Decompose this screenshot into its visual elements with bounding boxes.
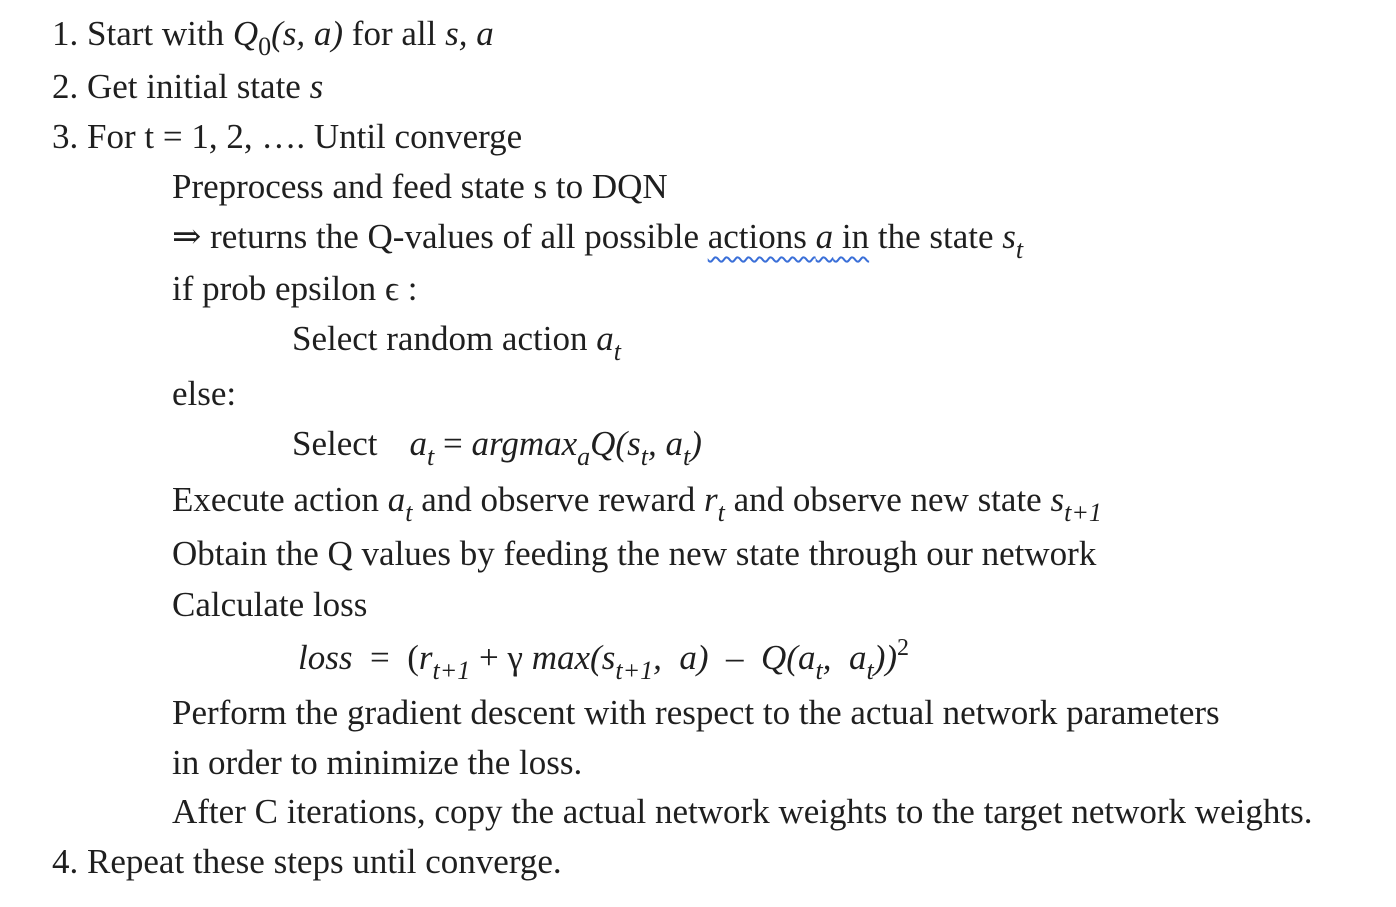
argmax-a-sub: t: [427, 442, 435, 471]
loss-q: Q(a: [761, 638, 816, 677]
select-random-text: Select random action: [292, 319, 597, 358]
execute-line: [172, 480, 1102, 527]
execute-t2: and observe reward: [412, 480, 705, 519]
execute-a-sub: t: [405, 498, 413, 527]
ifprob-text: if prob epsilon ϵ :: [172, 269, 418, 308]
loss-eq: = (: [352, 638, 419, 677]
execute-r: r: [704, 480, 718, 519]
step-1-q-sub: 0: [258, 32, 272, 61]
select-text: Select: [292, 424, 378, 463]
loss-q-sub2: t: [866, 656, 874, 685]
execute-a: a: [387, 480, 406, 519]
execute-s: s: [1050, 480, 1065, 519]
perform-line-1: [172, 693, 1220, 733]
select-random-var: a: [596, 319, 614, 358]
preprocess-text: Preprocess and feed state s to DQN: [172, 167, 668, 206]
else-line: [172, 374, 236, 414]
argmax-q: Q(s: [590, 424, 641, 463]
argmax-q-sub2: t: [682, 442, 691, 471]
step-1-line: [52, 14, 494, 61]
after-line: [172, 792, 1312, 832]
returns-text-a: ⇒ returns the Q-values of all possible: [172, 217, 708, 256]
returns-wavy-phrase: [708, 217, 869, 256]
loss-max-sub: t+1: [615, 656, 654, 685]
step-2-line: [52, 67, 323, 107]
step-2-var: s: [309, 67, 324, 106]
select-random-sub: t: [613, 337, 621, 366]
returns-line: [172, 217, 1024, 264]
returns-wavy-a: actions: [707, 217, 816, 256]
argmax-a: a: [409, 424, 428, 463]
argmax-fn: argmax: [471, 424, 578, 463]
argmax-mid: , a: [647, 424, 683, 463]
loss-sup: 2: [897, 635, 909, 661]
calc-text: Calculate loss: [172, 585, 368, 624]
returns-var: s: [1002, 217, 1016, 256]
loss-q-close: )): [873, 638, 897, 677]
argmax-eq: =: [434, 424, 472, 463]
loss-plus: + γ: [470, 638, 532, 677]
execute-s-sub: t+1: [1064, 498, 1102, 527]
argmax-fn-sub: a: [577, 442, 591, 471]
execute-r-sub: t: [717, 498, 725, 527]
step-1-q: Q: [232, 14, 259, 53]
step-2-text: 2. Get initial state: [52, 67, 310, 106]
argmax-close: ): [690, 424, 702, 463]
loss-max-rest: , a): [653, 638, 709, 677]
returns-wavy-b: in: [833, 217, 870, 256]
loss-r: r: [418, 638, 433, 677]
select-argmax-line: [292, 424, 702, 471]
execute-t3: and observe new state: [724, 480, 1051, 519]
step-1-text-b: for all: [343, 14, 446, 53]
calc-line: [172, 585, 367, 625]
step-1-text-a: 1. Start with: [52, 14, 233, 53]
step-3-text: 3. For t = 1, 2, …. Until converge: [52, 117, 523, 156]
perform-text-1: Perform the gradient descent with respect to the actual network parameters: [172, 693, 1220, 732]
returns-text-b: the state: [869, 217, 1003, 256]
step-4-line: [52, 842, 562, 882]
step-1-args: (s, a): [271, 14, 344, 53]
step-4-text: 4. Repeat these steps until converge.: [52, 842, 562, 881]
argmax-q-sub1: t: [640, 442, 648, 471]
else-text: else:: [172, 374, 237, 413]
loss-q-mid: , a: [822, 638, 867, 677]
loss-q-sub1: t: [815, 656, 823, 685]
select-random-line: [292, 319, 621, 366]
returns-sub: t: [1015, 235, 1024, 264]
returns-wavy-var: a: [815, 217, 834, 256]
step-3-line: [52, 117, 522, 157]
loss-r-sub: t+1: [432, 656, 471, 685]
perform-line-2: [172, 743, 582, 783]
step-1-vars: s, a: [445, 14, 494, 53]
obtain-text: Obtain the Q values by feeding the new state through our network: [172, 534, 1097, 573]
after-text: After C iterations, copy the actual network weights to the target network weights.: [172, 792, 1313, 831]
loss-max: max(s: [531, 638, 616, 677]
perform-text-2: in order to minimize the loss.: [172, 743, 583, 782]
preprocess-line: [172, 167, 668, 207]
loss-lhs: loss: [298, 638, 353, 677]
loss-minus: –: [708, 638, 762, 677]
loss-formula-line: [298, 635, 909, 685]
ifprob-line: [172, 269, 418, 309]
obtain-line: [172, 534, 1096, 574]
execute-t1: Execute action: [172, 480, 388, 519]
